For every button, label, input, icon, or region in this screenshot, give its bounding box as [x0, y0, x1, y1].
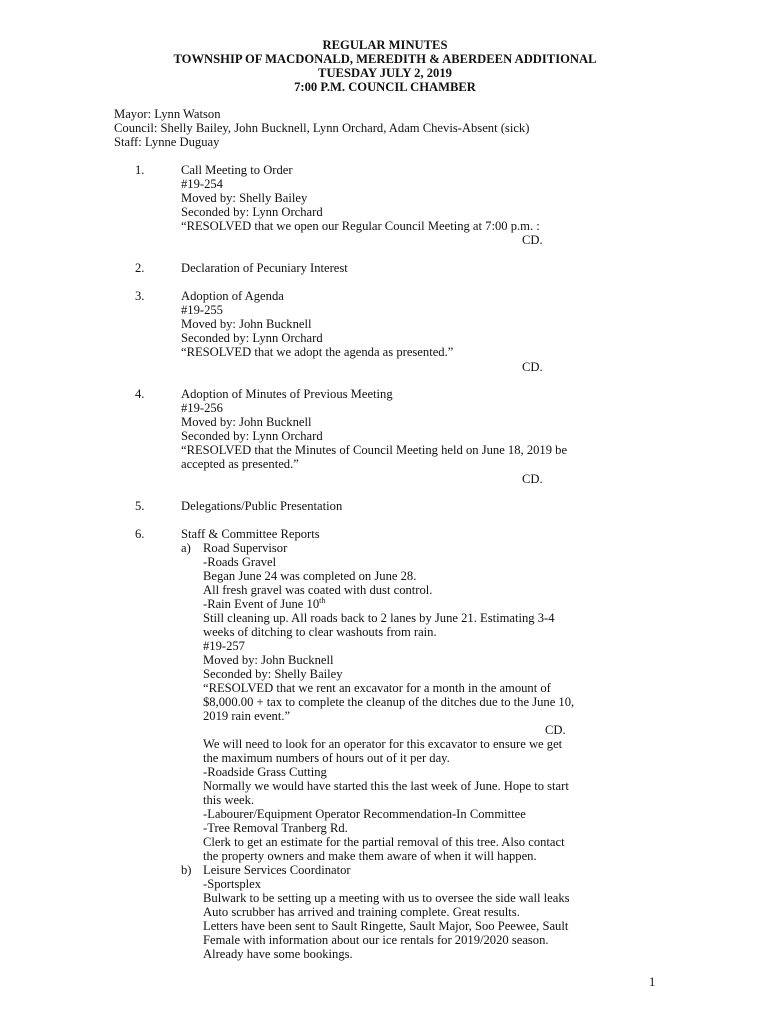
- item-number: 6.: [135, 527, 145, 541]
- mayor-line: Mayor: Lynn Watson: [114, 107, 221, 121]
- report-line: -Roads Gravel: [203, 555, 277, 569]
- resolution-text-cont: 2019 rain event.”: [203, 709, 291, 723]
- item-title: Call Meeting to Order: [181, 163, 293, 177]
- item-title: Staff & Committee Reports: [181, 527, 320, 541]
- header-title: REGULAR MINUTES: [322, 38, 448, 52]
- report-line: Letters have been sent to Sault Ringette, Sault Major, Soo Peewee, Sault: [203, 919, 569, 933]
- seconded-by: Seconded by: Lynn Orchard: [181, 205, 323, 219]
- moved-by: Moved by: Shelly Bailey: [181, 191, 308, 205]
- carried-mark: CD.: [522, 472, 543, 486]
- seconded-by: Seconded by: Shelly Bailey: [203, 667, 343, 681]
- report-line: the maximum numbers of hours out of it per day.: [203, 751, 450, 765]
- motion-number: #19-257: [203, 639, 245, 653]
- resolution-text-cont: $8,000.00 + tax to complete the cleanup of the ditches due to the June 10,: [203, 695, 575, 709]
- header-date: TUESDAY JULY 2, 2019: [318, 66, 452, 80]
- report-line: Already have some bookings.: [203, 947, 353, 961]
- council-line: Council: Shelly Bailey, John Bucknell, Lynn Orchard, Adam Chevis-Absent (sick): [114, 121, 530, 135]
- moved-by: Moved by: John Bucknell: [181, 415, 312, 429]
- moved-by: Moved by: John Bucknell: [181, 317, 312, 331]
- item-number: 1.: [135, 163, 145, 177]
- item-title: Adoption of Minutes of Previous Meeting: [181, 387, 393, 401]
- header-time-location: 7:00 P.M. COUNCIL CHAMBER: [294, 80, 476, 94]
- carried-mark: CD.: [522, 360, 543, 374]
- sub-title: Road Supervisor: [203, 541, 288, 555]
- report-line: this week.: [203, 793, 255, 807]
- moved-by: Moved by: John Bucknell: [203, 653, 334, 667]
- report-line: Clerk to get an estimate for the partial removal of this tree. Also contact: [203, 835, 565, 849]
- report-line: the property owners and make them aware of when it will happen.: [203, 849, 537, 863]
- seconded-by: Seconded by: Lynn Orchard: [181, 429, 323, 443]
- sub-label: a): [181, 541, 191, 555]
- report-line: We will need to look for an operator for this excavator to ensure we get: [203, 737, 563, 751]
- resolution-text: “RESOLVED that we open our Regular Council Meeting at 7:00 p.m. :: [181, 219, 540, 233]
- report-line: Still cleaning up. All roads back to 2 lanes by June 21. Estimating 3-4: [203, 611, 555, 625]
- seconded-by: Seconded by: Lynn Orchard: [181, 331, 323, 345]
- resolution-text: “RESOLVED that we rent an excavator for a month in the amount of: [203, 681, 551, 695]
- report-line: Bulwark to be setting up a meeting with us to oversee the side wall leaks: [203, 891, 570, 905]
- motion-number: #19-256: [181, 401, 223, 415]
- report-line: [203, 597, 653, 611]
- report-line-text: -Rain Event of June 10: [203, 597, 320, 611]
- report-line: -Labourer/Equipment Operator Recommendation-In Committee: [203, 807, 526, 821]
- minutes-header: [0, 38, 770, 94]
- sub-label: b): [181, 863, 192, 877]
- carried-mark: CD.: [522, 233, 543, 247]
- ordinal-suffix: th: [319, 595, 326, 605]
- item-number: 4.: [135, 387, 145, 401]
- header-township: TOWNSHIP OF MACDONALD, MEREDITH & ABERDEEN ADDITIONAL: [173, 52, 597, 66]
- item-number: 5.: [135, 499, 145, 513]
- report-line: Female with information about our ice rentals for 2019/2020 season.: [203, 933, 549, 947]
- attendance: [114, 107, 529, 149]
- sub-title: Leisure Services Coordinator: [203, 863, 351, 877]
- report-line: -Roadside Grass Cutting: [203, 765, 327, 779]
- report-line: Began June 24 was completed on June 28.: [203, 569, 417, 583]
- staff-line: Staff: Lynne Duguay: [114, 135, 220, 149]
- resolution-text: “RESOLVED that we adopt the agenda as presented.”: [181, 345, 454, 359]
- carried-mark: CD.: [545, 723, 566, 737]
- report-line: -Sportsplex: [203, 877, 262, 891]
- item-title: Delegations/Public Presentation: [181, 499, 343, 513]
- carried-row: [203, 723, 653, 737]
- motion-number: #19-255: [181, 303, 223, 317]
- motion-number: #19-254: [181, 177, 223, 191]
- resolution-text: “RESOLVED that the Minutes of Council Meeting held on June 18, 2019 be: [181, 443, 568, 457]
- item-title: Adoption of Agenda: [181, 289, 284, 303]
- item-number: 2.: [135, 261, 145, 275]
- report-line: All fresh gravel was coated with dust control.: [203, 583, 433, 597]
- report-line: Auto scrubber has arrived and training complete. Great results.: [203, 905, 520, 919]
- resolution-text-cont: accepted as presented.”: [181, 457, 299, 471]
- report-line: -Tree Removal Tranberg Rd.: [203, 821, 348, 835]
- page-number: 1: [649, 975, 656, 989]
- report-line: Normally we would have started this the last week of June. Hope to start: [203, 779, 569, 793]
- report-line: weeks of ditching to clear washouts from rain.: [203, 625, 437, 639]
- item-number: 3.: [135, 289, 145, 303]
- item-title: Declaration of Pecuniary Interest: [181, 261, 348, 275]
